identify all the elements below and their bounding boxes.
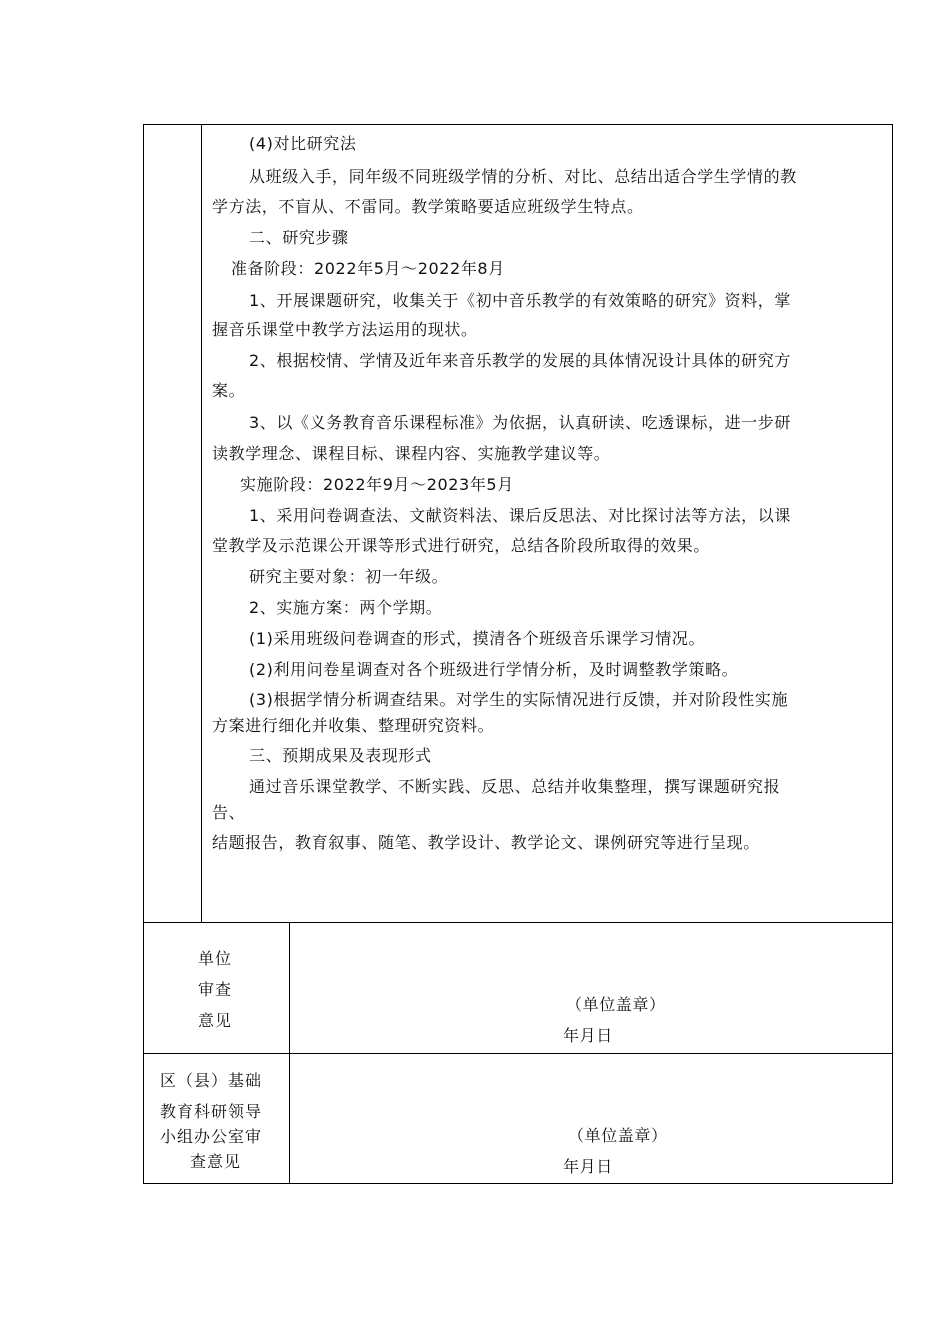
district-review-label: 区（县）基础	[160, 1071, 263, 1090]
unit-seal-text: （单位盖章）	[566, 995, 666, 1014]
body-line: 堂教学及示范课公开课等形式进行研究，总结各阶段所取得的效果。	[212, 536, 711, 555]
table-top-border	[143, 124, 893, 125]
body-line: 握音乐课堂中教学方法运用的现状。	[212, 320, 478, 339]
body-line: 2、实施方案：两个学期。	[249, 598, 443, 617]
body-line: 方案进行细化并收集、整理研究资料。	[212, 716, 495, 735]
unit-review-label: 审查	[198, 980, 233, 999]
body-line: 2、根据校情、学情及近年来音乐教学的发展的具体情况设计具体的研究方	[249, 351, 791, 370]
body-line: 准备阶段：2022年5月～2022年8月	[231, 259, 505, 278]
body-line: 三、预期成果及表现形式	[249, 746, 432, 765]
body-line: (3)根据学情分析调查结果。对学生的实际情况进行反馈，并对阶段性实施	[249, 690, 789, 709]
district-seal-text: （单位盖章）	[568, 1126, 668, 1145]
row-divider-1	[143, 922, 893, 923]
body-line: 学方法，不盲从、不雷同。教学策略要适应班级学生特点。	[212, 197, 644, 216]
body-line: 3、以《义务教育音乐课程标准》为依据，认真研读、吃透课标，进一步研	[249, 413, 791, 432]
body-line: 案。	[212, 381, 246, 400]
body-line: 从班级入手，同年级不同班级学情的分析、对比、总结出适合学生学情的教	[249, 167, 797, 186]
table-bottom-border	[143, 1183, 893, 1184]
district-review-label: 小组办公室审	[160, 1127, 263, 1146]
body-line: 1、采用问卷调查法、文献资料法、课后反思法、对比探讨法等方法，以课	[249, 506, 791, 525]
row-divider-2	[143, 1053, 893, 1054]
body-line: 读教学理念、课程目标、课程内容、实施教学建议等。	[212, 444, 611, 463]
body-line: 二、研究步骤	[249, 228, 349, 247]
unit-review-label: 意见	[198, 1011, 233, 1030]
table-right-border	[892, 124, 893, 1184]
body-line: 1、开展课题研究，收集关于《初中音乐教学的有效策略的研究》资料，掌	[249, 291, 791, 310]
body-line: 告、	[212, 803, 246, 822]
body-line: (2)利用问卷星调查对各个班级进行学情分析，及时调整教学策略。	[249, 660, 739, 679]
body-line: 研究主要对象：初一年级。	[249, 567, 449, 586]
body-line: (1)采用班级问卷调查的形式，摸清各个班级音乐课学习情况。	[249, 629, 706, 648]
unit-review-label: 单位	[198, 949, 233, 968]
district-review-label: 教育科研领导	[160, 1102, 263, 1121]
body-line: 结题报告，教育叙事、随笔、教学设计、教学论文、课例研究等进行呈现。	[212, 833, 760, 852]
district-date-text: 年月日	[563, 1157, 613, 1176]
body-line: 实施阶段：2022年9月～2023年5月	[240, 475, 514, 494]
unit-date-text: 年月日	[563, 1026, 613, 1045]
body-column-divider	[201, 124, 202, 922]
table-left-border	[143, 124, 144, 1184]
body-line: (4)对比研究法	[249, 134, 357, 153]
body-line: 通过音乐课堂教学、不断实践、反思、总结并收集整理，撰写课题研究报	[249, 777, 781, 796]
district-review-label: 查意见	[190, 1152, 242, 1171]
